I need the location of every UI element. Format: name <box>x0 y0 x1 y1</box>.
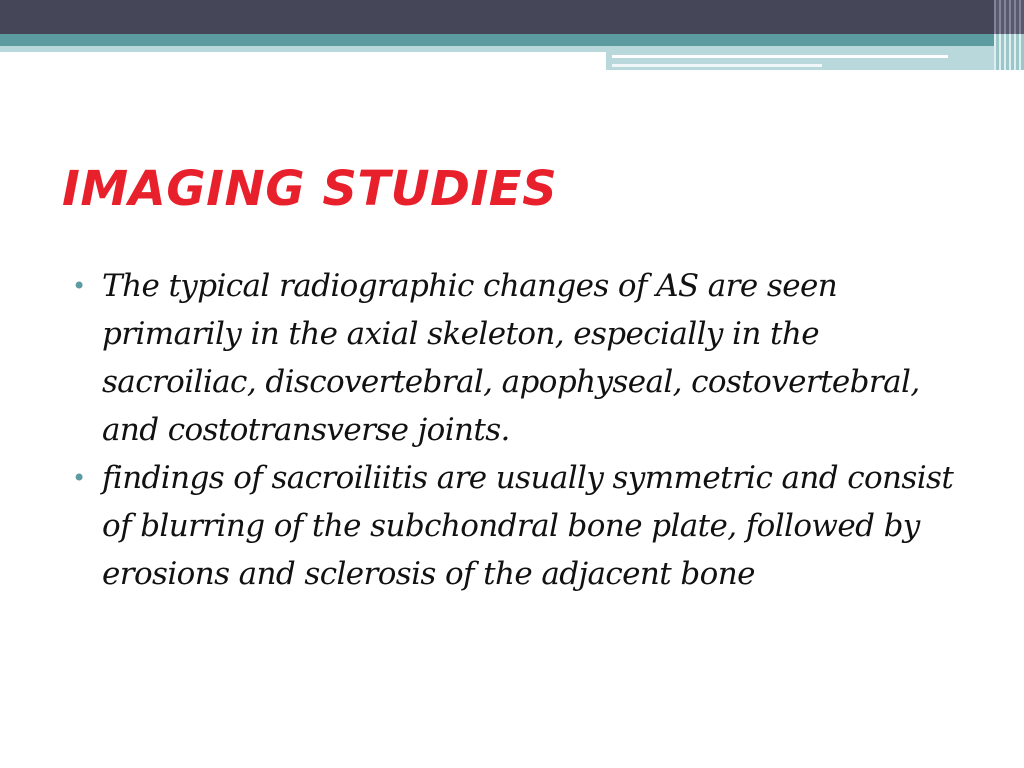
header-light-bar <box>0 46 606 52</box>
header-teal-bar <box>0 34 1024 46</box>
header-accent-line <box>612 55 948 58</box>
bullet-text: The typical radiographic changes of AS are seen primarily in the axial skeleton, especially in the sacroiliac, discovertebral, apophyseal, costovertebral, and costotransverse joints. <box>102 268 920 448</box>
bullet-item <box>72 454 972 598</box>
bullet-item <box>72 262 972 454</box>
header-dark-bar <box>0 0 1024 34</box>
bullet-list <box>72 262 972 598</box>
header-accent-line <box>612 64 822 67</box>
bullet-marker: • <box>72 272 87 300</box>
header-stripes-teal <box>994 34 1024 70</box>
bullet-marker: • <box>72 464 87 492</box>
bullet-text: findings of sacroiliitis are usually symmetric and consist of blurring of the subchondral bone plate, followed by erosions and sclerosis of the adjacent bone <box>102 460 954 592</box>
slide-title: IMAGING STUDIES <box>62 161 558 217</box>
